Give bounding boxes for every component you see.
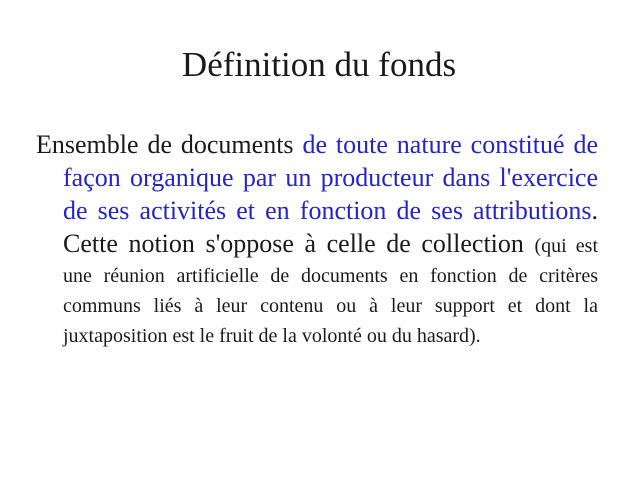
definition-intro-text: Ensemble de documents <box>36 130 303 159</box>
definition-contrast-text: . Cette notion s'oppose à celle de collection <box>63 196 598 258</box>
definition-body <box>36 128 598 351</box>
slide-title: Définition du fonds <box>181 45 457 84</box>
definition-paragraph <box>36 128 598 351</box>
definition-highlight-text: de toute nature constitué de façon organique par un producteur dans l'exercice de ses activités et en fonction de ses attributions <box>63 130 598 225</box>
definition-collection-note: (qui est une réunion artificielle de documents en fonction de critères communs liés à leur contenu ou à leur support et dont la juxtaposition est le fruit de la volonté ou du hasard). <box>63 235 598 347</box>
